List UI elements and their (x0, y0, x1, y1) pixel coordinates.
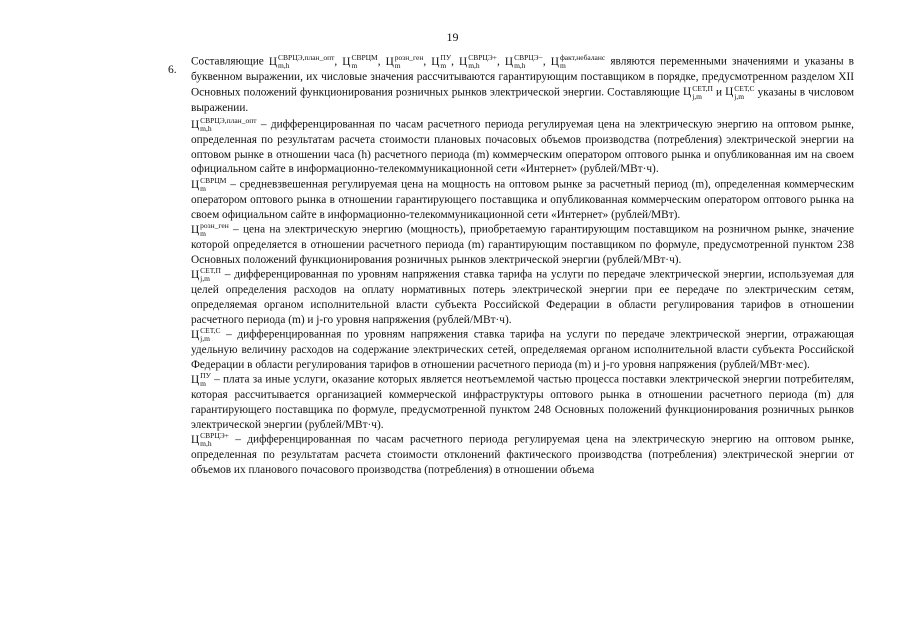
symbol-plus: Ц СВРЦЭ+ m,h (459, 53, 497, 70)
definition-setp: Ц СЕТ,П j,m – дифференцированная по уровням напряжения ставка тарифа на услуги по передаче электрической энергии, используемая для целей определения расходов на оплату нормативных потерь электрической энергии при ее передаче по электрическим сетям, определяемая органом исполнительной власти субъекта Российской Федерации в области регулирования тарифов в отношении расчетного периода (m) и j-го уровня напряжения (рублей/МВт·ч). (191, 266, 854, 326)
definition-plan-opt: Ц СВРЦЭ,план_опт m,h – дифференцированная по часам расчетного периода регулируемая цена на электрическую энергию на оптовом рынке, определенная по результатам расчета стоимости плановых почасовых объемов производства (потребления) электрической энергии на оптовом рынке в отношении часа (h) расчетного периода (m) коммерческим оператором оптового рынка и опубликованная им на своем официальном сайте в информационно-телекоммуникационной сети «Интернет» (рублей/МВт·ч). (191, 116, 854, 176)
definition-rozn: Ц розн_ген m – цена на электрическую энергию (мощность), приобретаемую гарантирующим поставщиком на розничном рынке, значение которой определяется в отношении расчетного периода (m) гарантирующим поставщиком по формуле, предусмотренной пунктом 238 Основных положений функционирования розничных рынков электрической энергии (рублей/МВт·ч). (191, 221, 854, 266)
symbol-setc-ref: Ц СЕТ,С j,m (725, 83, 755, 101)
document-body (191, 54, 854, 477)
symbol-fact: Ц факт,небаланс m (550, 53, 606, 70)
symbol-setp-ref: Ц СЕТ,П j,m (683, 83, 713, 101)
intro-text-a: являются переменными значениями и указаны в буквенном выражении, их числовые значения рассчитываются гарантирующим поставщиком в порядке, предусмотренном разделом XII Основных положений функционирования розничных рынков электрической энергии. Составляющие (191, 55, 854, 99)
symbol-svrcm: Ц СВРЦМ m (342, 53, 378, 70)
symbol-minus: Ц СВРЦЭ− m,h (504, 53, 543, 70)
item-number: 6. (168, 64, 177, 76)
definition-pu: Ц ПУ m – плата за иные услуги, оказание которых является неотъемлемой частью процесса поставки электрической энергии потребителям, которая рассчитывается организацией коммерческой инфраструктуры оптового рынка в отношении расчетного периода (m) для гарантирующего поставщика по формуле, предусмотренной пунктом 248 Основных положений функционирования розничных рынков электрической энергии (рублей/МВт·ч). (191, 371, 855, 431)
symbol-pu: Ц ПУ m (431, 53, 452, 70)
definition-plus: Ц СВРЦЭ+ m,h – дифференцированная по часам расчетного периода регулируемая цена на электрическую энергию на оптовом рынке, определенная по результатам расчета стоимости отклонений фактического производства (потребления) электрической энергии от объемов их планового почасового производства (потребления) в отношении объема (191, 431, 854, 476)
intro-paragraph: Составляющие Ц СВРЦЭ,план_опт m,h , Ц СВРЦМ m , Ц розн_ген m , Ц ПУ m , Ц СВРЦЭ+ m,h , Ц СВРЦЭ− m,h , Ц факт,небаланс m являются переменными значениями и указаны в буквенном выражении, их числовые значения рассчитываются гарантирующим поставщиком в порядке, предусмотренном разделом XII Основных положений функционирования розничных рынков электрической энергии. Составляющие Ц СЕТ,П j,m и Ц СЕТ,С j,m указаны в числовом выражении. (191, 53, 855, 114)
definition-setc: Ц СЕТ,С j,m – дифференцированная по уровням напряжения ставка тарифа на услуги по передаче электрической энергии, отражающая удельную величину расходов на содержание электрических сетей, определяемая органом исполнительной власти субъекта Российской Федерации в области регулирования тарифов в отношении расчетного периода (m) и j-го уровня напряжения (рублей/МВт·мес). (191, 326, 854, 371)
symbol-plan-opt: Ц СВРЦЭ,план_опт m,h (268, 53, 335, 70)
symbol-rozn: Ц розн_ген m (385, 53, 424, 70)
intro-word: Составляющие (191, 55, 264, 68)
intro-text-b: указаны в числовом выражении. (191, 86, 855, 114)
definition-svrcm: Ц СВРЦМ m – средневзвешенная регулируемая цена на мощность на оптовом рынке за расчетный период (m), определенная коммерческим оператором оптового рынка в отношении гарантирующего поставщика и опубликованная коммерческим оператором оптового рынка на своем официальном сайте в информационно-телекоммуникационной сети «Интернет» (рублей/МВт). (191, 175, 854, 221)
page-number: 19 (446, 30, 459, 44)
